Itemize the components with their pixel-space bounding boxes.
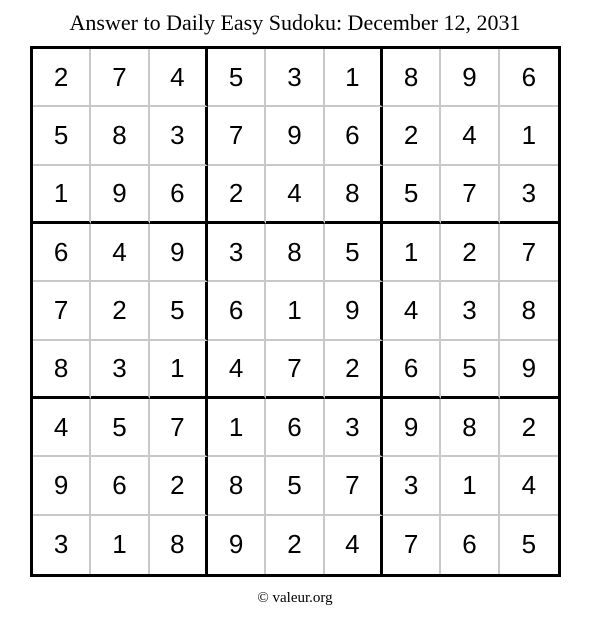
sudoku-cell-r9-c2: 1 bbox=[91, 516, 149, 574]
sudoku-cell-r5-c8: 3 bbox=[441, 282, 499, 340]
sudoku-cell-r1-c3: 4 bbox=[150, 49, 208, 107]
sudoku-cell-r9-c7: 7 bbox=[383, 516, 441, 574]
sudoku-cell-r2-c6: 6 bbox=[325, 107, 383, 165]
sudoku-cell-r1-c2: 7 bbox=[91, 49, 149, 107]
puzzle-title: Answer to Daily Easy Sudoku: December 12, 2031 bbox=[69, 10, 521, 35]
sudoku-cell-r9-c9: 5 bbox=[521, 529, 537, 560]
sudoku-cell-r4-c6: 5 bbox=[325, 224, 383, 282]
sudoku-cell-r1-c7: 8 bbox=[383, 49, 441, 107]
sudoku-cell-r1-c6: 1 bbox=[325, 49, 383, 107]
sudoku-cell-r1-c5: 3 bbox=[266, 49, 324, 107]
sudoku-cell-r5-c3: 5 bbox=[150, 282, 208, 340]
sudoku-cell-r9-c8: 6 bbox=[441, 516, 499, 574]
sudoku-cell-r5-c5: 1 bbox=[266, 282, 324, 340]
copyright-footer: © valeur.org bbox=[257, 590, 333, 606]
sudoku-cell-r2-c3: 3 bbox=[150, 107, 208, 165]
sudoku-cell-r3-c1: 1 bbox=[33, 166, 91, 224]
sudoku-cell-r4-c5: 8 bbox=[266, 224, 324, 282]
sudoku-cell-r3-c6: 8 bbox=[325, 166, 383, 224]
sudoku-cell-r9-c5: 2 bbox=[266, 516, 324, 574]
sudoku-cell-r2-c9: 1 bbox=[500, 107, 558, 165]
sudoku-cell-r5-c7: 4 bbox=[383, 282, 441, 340]
sudoku-cell-r8-c6: 7 bbox=[325, 457, 383, 515]
sudoku-cell-r2-c8: 4 bbox=[441, 107, 499, 165]
sudoku-cell-r6-c7: 6 bbox=[383, 341, 441, 399]
sudoku-cell-r6-c6: 2 bbox=[325, 341, 383, 399]
sudoku-cell-r6-c8: 5 bbox=[441, 341, 499, 399]
sudoku-cell-r8-c7: 3 bbox=[383, 457, 441, 515]
sudoku-cell-r1-c8: 9 bbox=[441, 49, 499, 107]
sudoku-cell-r7-c7: 9 bbox=[383, 399, 441, 457]
sudoku-cell-r8-c5: 5 bbox=[266, 457, 324, 515]
sudoku-cell-r5-c6: 9 bbox=[325, 282, 383, 340]
sudoku-cell-r7-c2: 5 bbox=[91, 399, 149, 457]
sudoku-cell-r6-c9: 9 bbox=[500, 341, 558, 399]
sudoku-cell-r2-c4: 7 bbox=[208, 107, 266, 165]
sudoku-cell-r2-c1: 5 bbox=[33, 107, 91, 165]
sudoku-cell-r7-c5: 6 bbox=[266, 399, 324, 457]
sudoku-cell-r3-c8: 7 bbox=[441, 166, 499, 224]
sudoku-cell-r4-c7: 1 bbox=[383, 224, 441, 282]
sudoku-grid bbox=[30, 46, 561, 577]
sudoku-cell-r3-c4: 2 bbox=[208, 166, 266, 224]
sudoku-cell-r4-c9: 7 bbox=[500, 224, 558, 282]
sudoku-cell-r7-c8: 8 bbox=[441, 399, 499, 457]
sudoku-cell-r4-c1: 6 bbox=[33, 224, 91, 282]
sudoku-cell-r4-c3: 9 bbox=[150, 224, 208, 282]
sudoku-cell-r8-c8: 1 bbox=[441, 457, 499, 515]
sudoku-cell-r5-c2: 2 bbox=[91, 282, 149, 340]
sudoku-cell-r3-c3: 6 bbox=[150, 166, 208, 224]
sudoku-cell-r8-c4: 8 bbox=[208, 457, 266, 515]
sudoku-cell-r6-c5: 7 bbox=[266, 341, 324, 399]
sudoku-cell-r9-c6: 4 bbox=[325, 516, 383, 574]
sudoku-cell-r8-c3: 2 bbox=[150, 457, 208, 515]
sudoku-cell-r7-c6: 3 bbox=[325, 399, 383, 457]
sudoku-cell-r5-c4: 6 bbox=[208, 282, 266, 340]
sudoku-cell-r1-c9: 6 bbox=[500, 49, 558, 107]
sudoku-cell-r3-c2: 9 bbox=[91, 166, 149, 224]
sudoku-cell-r1-c4: 5 bbox=[208, 49, 266, 107]
sudoku-cell-r6-c1: 8 bbox=[33, 341, 91, 399]
sudoku-cell-r3-c9: 3 bbox=[500, 166, 558, 224]
sudoku-cell-r5-c1: 7 bbox=[33, 282, 91, 340]
sudoku-cell-r6-c4: 4 bbox=[208, 341, 266, 399]
sudoku-cell-r7-c1: 4 bbox=[33, 399, 91, 457]
sudoku-cell-r4-c8: 2 bbox=[441, 224, 499, 282]
sudoku-cell-r8-c9: 4 bbox=[500, 457, 558, 515]
sudoku-cell-r8-c2: 6 bbox=[91, 457, 149, 515]
sudoku-cell-r2-c5: 9 bbox=[266, 107, 324, 165]
sudoku-cell-r6-c3: 1 bbox=[150, 341, 208, 399]
sudoku-cell-r4-c2: 4 bbox=[91, 224, 149, 282]
sudoku-cell-r3-c7: 5 bbox=[383, 166, 441, 224]
sudoku-cell-r1-c1: 2 bbox=[33, 49, 91, 107]
sudoku-cell-r9-c3: 8 bbox=[150, 516, 208, 574]
sudoku-cell-r9-c1: 3 bbox=[33, 516, 91, 574]
sudoku-cell-r9-c4: 9 bbox=[208, 516, 266, 574]
sudoku-cell-r7-c4: 1 bbox=[208, 399, 266, 457]
sudoku-cell-r5-c9: 8 bbox=[500, 282, 558, 340]
sudoku-cell-r2-c7: 2 bbox=[383, 107, 441, 165]
sudoku-cell-r3-c5: 4 bbox=[266, 166, 324, 224]
sudoku-cell-r7-c9: 2 bbox=[500, 399, 558, 457]
sudoku-cell-r4-c4: 3 bbox=[208, 224, 266, 282]
sudoku-cell-r6-c2: 3 bbox=[91, 341, 149, 399]
sudoku-cell-r8-c1: 9 bbox=[33, 457, 91, 515]
sudoku-cell-r7-c3: 7 bbox=[150, 399, 208, 457]
sudoku-cell-r2-c2: 8 bbox=[91, 107, 149, 165]
